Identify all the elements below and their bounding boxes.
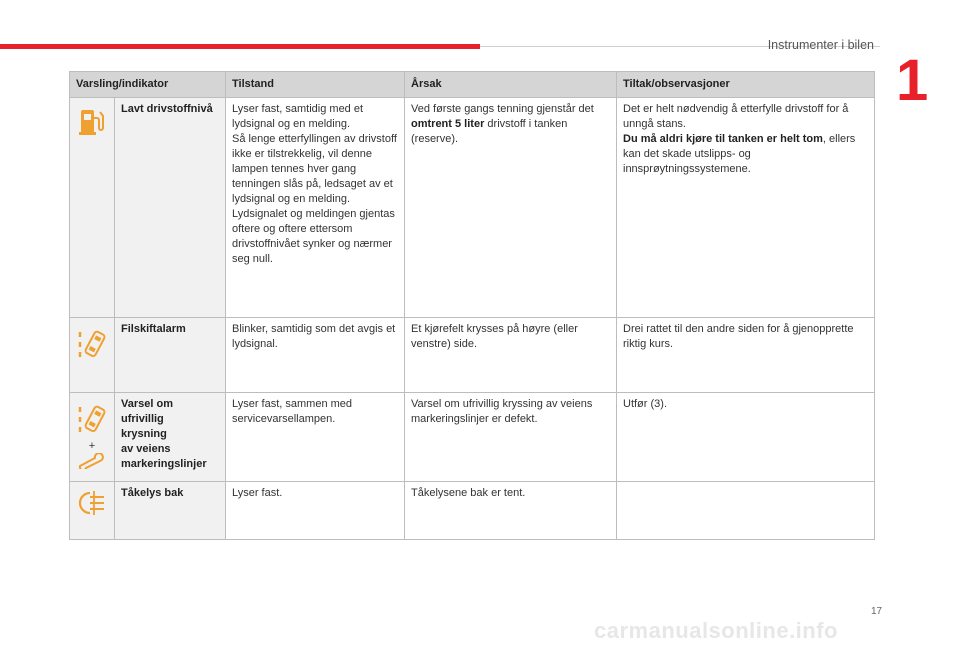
cause-text: Tåkelysene bak er tent. <box>405 482 617 540</box>
column-header-state: Tilstand <box>226 72 405 98</box>
table-row <box>70 98 875 318</box>
action-text: Utfør (3). <box>617 393 875 482</box>
action-text: Det er helt nødvendig å etterfylle drivstoff for å unngå stans. <box>623 103 849 130</box>
table-row <box>70 393 875 482</box>
fuel-pump-icon <box>78 106 106 136</box>
table-row <box>70 482 875 540</box>
indicator-name-line: av veiens <box>121 443 171 455</box>
indicator-name: Lavt drivstoffnivå <box>115 98 226 318</box>
warning-lights-table <box>69 71 875 540</box>
page-number: 17 <box>871 606 883 617</box>
column-header-cause: Årsak <box>405 72 617 98</box>
lane-departure-icon <box>77 326 107 364</box>
state-text: Blinker, samtidig som det avgis et lydsignal. <box>226 318 405 393</box>
state-cell <box>226 98 405 318</box>
state-text: Lyser fast. <box>226 482 405 540</box>
indicator-name: Tåkelys bak <box>115 482 226 540</box>
state-text: Så lenge etterfyllingen av drivstoff ikke er tilstrekkelig, vil denne lampen tennes hver gang tenningen slås på, ledsaget av et lydsignal og en melding. <box>232 133 397 205</box>
cause-text: Ved første gangs tenning gjenstår det <box>411 103 594 115</box>
action-cell <box>617 98 875 318</box>
indicator-name <box>115 393 226 482</box>
action-text: Drei rattet til den andre siden for å gjenopprette riktig kurs. <box>617 318 875 393</box>
header-accent-bar <box>0 44 480 49</box>
action-emphasis: Du må aldri kjøre til tanken er helt tom <box>623 133 823 145</box>
indicator-name-line: markeringslinjer <box>121 458 207 470</box>
cause-text: Et kjørefelt krysses på høyre (eller venstre) side. <box>405 318 617 393</box>
cause-text: Varsel om ufrivillig kryssing av veiens markeringslinjer er defekt. <box>405 393 617 482</box>
column-header-indicator: Varsling/indikator <box>70 72 226 98</box>
chapter-number: 1 <box>896 48 929 113</box>
state-text: Lyser fast, sammen med servicevarsellampen. <box>226 393 405 482</box>
indicator-name-line: ufrivillig <box>121 413 164 425</box>
rear-fog-light-icon <box>78 490 106 516</box>
wrench-icon <box>77 453 107 469</box>
lane-departure-icon <box>77 401 107 439</box>
action-text <box>617 482 875 540</box>
plus-sign: + <box>88 440 96 452</box>
cause-text: drivstoff i tanken (reserve). <box>411 118 568 145</box>
indicator-name: Filskiftalarm <box>115 318 226 393</box>
cause-emphasis: omtrent 5 liter <box>411 118 485 130</box>
table-row <box>70 318 875 393</box>
section-title: Instrumenter i bilen <box>767 38 874 52</box>
indicator-name-line: krysning <box>121 428 167 440</box>
action-text: , ellers kan det skade utslipps- og innsprøytningssystemene. <box>623 133 856 175</box>
watermark: carmanualsonline.info <box>594 618 838 643</box>
state-text: Lydsignalet og meldingen gjentas oftere og oftere ettersom drivstoffnivået synker og nærmer seg null. <box>232 208 395 265</box>
state-text: Lyser fast, samtidig med et lydsignal og en melding. <box>232 103 364 130</box>
column-header-action: Tiltak/observasjoner <box>617 72 875 98</box>
indicator-name-line: Varsel om <box>121 398 173 410</box>
table-header-row <box>70 72 875 98</box>
cause-cell <box>405 98 617 318</box>
